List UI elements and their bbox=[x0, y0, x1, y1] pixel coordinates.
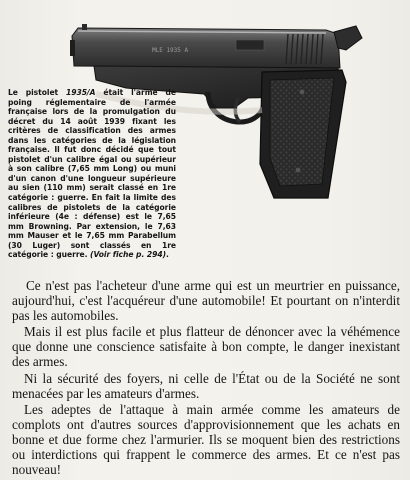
paragraph-4: Les adeptes de l'attaque à main armée comme les amateurs de complots ont d'autres sources d'approvisionnement que les achats en bonne et due forme chez l'armurier. Ils se moquent bien des restrictions ou interdictions qui frappent le commerce des armes. Et ce n'est pas nouveau! bbox=[12, 401, 400, 478]
caption-model: 1935/A bbox=[66, 88, 96, 97]
paragraph-2: Mais il est plus facile et plus flatteur de dénoncer avec la véhémence que donne une conscience satisfaite à bon compte, le danger inexistant des armes. bbox=[12, 324, 400, 370]
caption-text-1: Le pistolet bbox=[8, 88, 66, 97]
figure-caption bbox=[8, 88, 176, 260]
slide-marking: MLE 1935 A bbox=[152, 47, 189, 54]
caption-end: . bbox=[166, 250, 169, 260]
paragraph-1: Ce n'est pas l'acheteur d'une arme qui est un meurtrier en puissance, aujourd'hui, c'est l'acquéreur d'une automobile! Et pourtant on n'interdit pas les automobiles. bbox=[12, 278, 400, 324]
pistol-hammer bbox=[334, 26, 362, 50]
paragraph-3: Ni la sécurité des foyers, ni celle de l'État ou de la Société ne sont menacées par les amateurs d'armes. bbox=[12, 370, 400, 401]
body-text bbox=[12, 278, 400, 478]
caption-text-2: était l'arme de poing réglementaire de l'armée française lors de la promulgation du décret du 14 août 1939 fixant les critères de classification des armes dans les catégories de la législation française. Il fut donc décidé que tout pistolet d'un calibre égal ou supérieur à son calibre (7,65 mm Long) ou muni d'un canon d'une longueur supérieure au sien (110 mm) serait classé en 1re catégorie : guerre. En fait la limite des calibres de pistolets de la catégorie inférieure (4e : défense) est le 7,65 mm Browning. Par extension, le 7,63 mm Mauser et le 7,65 mm Parabellum (30 Luger) sont classés en 1re catégorie : guerre. bbox=[8, 88, 177, 260]
caption-reference: (Voir fiche p. 294) bbox=[90, 250, 166, 260]
pistol-slide bbox=[72, 28, 340, 68]
